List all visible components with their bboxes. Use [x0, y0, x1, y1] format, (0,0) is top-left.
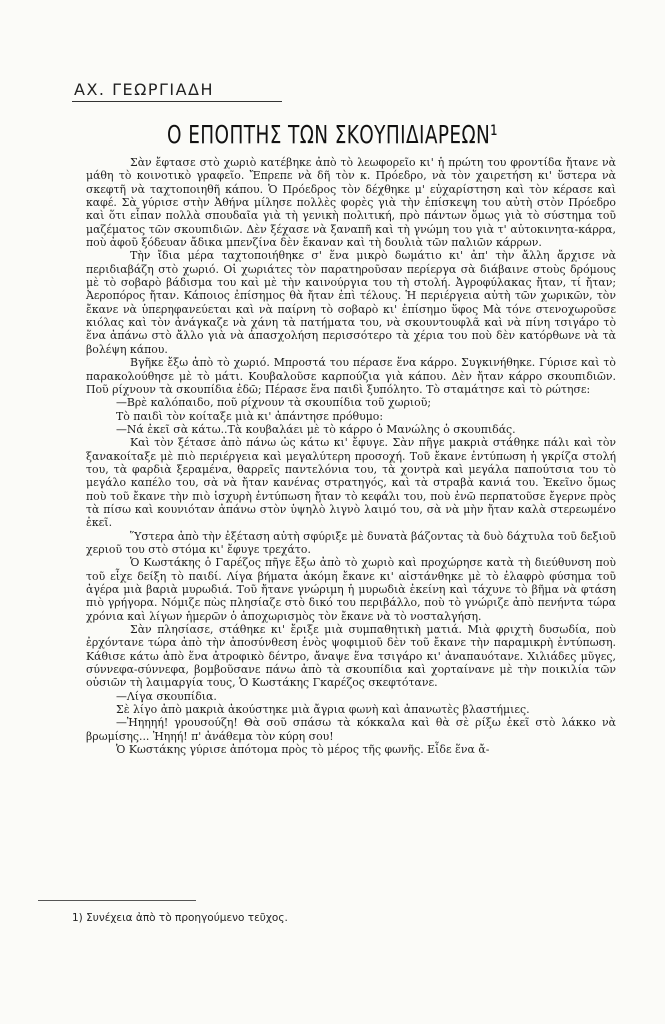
paragraph-3: Βγῆκε ἔξω ἀπὸ τὸ χωριό. Μπροστά του πέρασε ἕνα κάρρο. Συγκινήθηκε. Γύρισε καὶ τὸ παρακολούθησε μὲ τὸ μάτι. Κουβαλοῦσε καρπούζια γιὰ κάπου. Δὲν ἤταν κάρρο σκουπιδιῶν. Ποῦ ρίχνουν τὰ σκουπίδια ἐδῶ; Πέρασε ἕνα παιδὶ ξυπόλητο. Τὸ σταμάτησε καὶ τὸ ρώτησε: [86, 356, 616, 396]
author-underline [72, 101, 282, 102]
dialog-line-1: —Βρὲ καλόπαιδο, ποῦ ρίχνουν τὰ σκουπίδια τοῦ χωριοῦ; [116, 396, 431, 410]
paragraph-10: Ὁ Κωστάκης γύρισε ἀπότομα πρὸς τὸ μέρος τῆς φωνῆς. Εἶδε ἕνα ἄ- [116, 743, 490, 757]
paragraph-4: Τὸ παιδὶ τὸν κοίταξε μιὰ κι' ἀπάντησε πρόθυμο: [116, 409, 384, 423]
author-byline: ΑΧ. ΓΕΩΡΓΙΑΔΗ [74, 80, 215, 99]
paragraph-5: Καὶ τὸν ξέτασε ἀπὸ πάνω ὡς κάτω κι' ἔφυγε. Σὰν πῆγε μακριὰ στάθηκε πάλι καὶ τὸν ξανακοίταξε μὲ πιὸ περιέργεια καὶ μεγαλύτερη προσοχή. Τοῦ ἔκανε ἐντύπωση ἡ γκρίζα στολή του, τὰ φαρδιὰ ξεραμένα, θαρρεῖς παντελόνια του, τὰ χοντρὰ καὶ μεγάλα παπούτσια του τὸ μεγάλο καπέλο του, σὰ νὰ ἤταν κανένας στρατηγός, καὶ τὰ στραβὰ κανιά του. Ἐκεῖνο ὅμως ποὺ τοῦ ἔκανε τὴν πιὸ ἰσχυρὴ ἐντύπωση ἤταν τὸ κεφάλι του, ποὺ ἐνῶ περπατοῦσε ἔγερνε πρὸς τὰ πίσω καὶ κουνιόταν ἀπάνω στὸν ὑψηλὸ λιγνὸ λαιμό του, σὰ νὰ μὴν ἤταν καλὰ στερεωμένο ἐκεῖ. [86, 436, 616, 530]
paragraph-2: Τὴν ἴδια μέρα ταχτοποιήθηκε σ' ἕνα μικρὸ δωμάτιο κι' ἀπ' τὴν ἄλλη ἄρχισε νὰ περιδιαβάζη στὸ χωριό. Οἱ χωριάτες τὸν παρατηροῦσαν περίεργα σὰ διάβαινε στοὺς δρόμους μὲ τὸ σοβαρὸ βάδισμα του καὶ μὲ τὴν καινούργια του τὴ στολή. Ἀγροφύλακας ἤταν, τί ἤταν; Ἀεροπόρος ἤταν. Κάποιος ἐπίσημος θὰ ἤταν ἐπὶ τέλους. Ἡ περιέργεια αὐτὴ τῶν χωρικῶν, τὸν ἔκανε νὰ ὑπερηφανεύεται καὶ νὰ παίρνη τὸ σοβαρὸ κι' ἐπίσημο ὕφος Μὰ τόνε στενοχωροῦσε κιόλας καὶ τὸν ἀνάγκαζε νὰ χάνη τὰ πατήματα του, νὰ σκουντουφλᾶ καὶ νὰ πίνη τσιγάρο τὸ ἕνα ἀπάνω στὸ ἄλλο γιὰ νὰ ἀπασχολήση περισσότερο τὰ χέρια του ποὺ δὲν κατόρθωνε νὰ τὰ βολέψη κάπου. [86, 249, 616, 356]
paragraph-1: Σὰν ἔφτασε στὸ χωριὸ κατέβηκε ἀπὸ τὸ λεωφορεῖο κι' ἡ πρώτη του φροντίδα ἤτανε νὰ μάθη τὸ κοινοτικὸ γραφεῖο. Ἔπρεπε νὰ δῆ τὸν κ. Πρόεδρο, νὰ τὸν χαιρετήση κι' ὕστερα νὰ σκεφτῆ νὰ ταχτοποιηθῆ κάπου. Ὁ Πρόεδρος τὸν δέχθηκε μ' εὐχαρίστηση καὶ τὸν κέρασε καὶ καφέ. Σὰ γύρισε στὴν Ἀθήνα μίλησε πολλὲς φορὲς γιὰ τὴν ἐπίσκεψη του αὐτὴ στὸν Πρόεδρο καὶ ὅτι εἶπαν πολλὰ σπουδαῖα γιὰ τὴ γενικὴ πολιτική, πρὸ πάντων ὅμως γιὰ τὸ σύστημα τοῦ μαζέματος τῶν σκουπιδιῶν. Δὲν ξέχασε νὰ ξαναπῆ καὶ τὴ γνώμη του γιὰ τ' αὐτοκινητα-κάρρα, ποὺ ἀφοῦ ξόδευαν ἄδικα μπενζίνα δὲν ἔκαναν καὶ τὴ δουλιὰ τῶν παλιῶν κάρρων. [86, 156, 616, 250]
paragraph-9: Σὲ λίγο ἀπὸ μακριὰ ἀκούστηκε μιὰ ἄγρια φωνὴ καὶ ἀπανωτὲς βλαστήμιες. [116, 703, 530, 717]
footnote: 1) Συνέχεια ἀπὸ τὸ προηγούμενο τεῦχος. [72, 912, 288, 924]
article-body [86, 156, 616, 756]
paragraph-7: Ὁ Κωστάκης ὁ Γαρέζος πῆγε ἔξω ἀπὸ τὸ χωριὸ καὶ προχώρησε κατὰ τὴ διεύθυνση ποὺ τοῦ εἶχε δείξη τὸ παιδί. Λίγα βήματα ἀκόμη ἔκανε κι' αἰστάνθηκε μὲ τὸ ἐλαφρὸ φύσημα τοῦ ἀγέρα μιὰ βαριὰ μυρωδιά. Τοῦ ἤτανε γνώριμη ἡ μυρωδιὰ ἐκείνη καὶ τάχυνε τὸ βῆμα νὰ φτάση πιὸ γρήγορα. Νόμιζε πὼς πλησίαζε στὸ δικό του περιβάλλο, ποὺ τὸ γνώριζε ἀπὸ πενήντα τώρα χρόνια καὶ λίγων ἡμερῶν ὁ ἀποχωρισμὸς τὸν ἔκανε νὰ τὸ νοσταλγήση. [86, 556, 616, 623]
dialog-line-3: —Λίγα σκουπίδια. [116, 689, 217, 703]
dialog-line-2: —Νά ἐκεῖ σὰ κάτω..Τὰ κουβαλάει μὲ τὸ κάρρο ὁ Μανώλης ὁ σκουπιδάς. [116, 422, 516, 436]
paragraph-8: Σὰν πλησίασε, στάθηκε κι' ἔριξε μιὰ συμπαθητικὴ ματιά. Μιὰ φριχτὴ δυσωδία, ποὺ ἐρχόντανε τώρα ἀπὸ τὴν ἀποσύνθεση ἑνὸς ψοφιμιοῦ δὲν τοῦ ἔκανε τὴν παραμικρὴ ἐντύπωση. Κάθισε κάτω ἀπὸ ἕνα ἀτροφικὸ δέντρο, ἄναψε ἕνα τσιγάρο κι' ἀναπαυότανε. Χιλιάδες μῦγες, σύννεφα-σύννεφα, βομβοῦσανε πάνω ἀπὸ τὰ σκουπίδια καὶ χορταίνανε μὲ τὴν ποικιλία τῶν οὐσιῶν τὴ λαιμαργία τους, Ὁ Κωστάκης Γκαρέζος σκεφτότανε. [86, 623, 616, 690]
dialog-line-4: —Ἠηηηή! γρουσούζη! Θὰ σοῦ σπάσω τὰ κόκκαλα καὶ θὰ σὲ ρίξω ἐκεῖ στὸ λάκκο νὰ βρωμίσης... Ἠηηή! π' ἀνάθεμα τὸν κύρη σου! [86, 716, 616, 743]
footnote-divider [38, 900, 196, 901]
paragraph-6: Ὕστερα ἀπὸ τὴν ἐξέταση αὐτὴ σφύριξε μὲ δυνατὰ βάζοντας τὰ δυὸ δάχτυλα τοῦ δεξιοῦ χεριοῦ του στὸ στόμα κι' ἔφυγε τρεχάτο. [86, 529, 616, 556]
article-title: Ο ΕΠΟΠΤΗΣ ΤΩΝ ΣΚΟΥΠΙΔΙΑΡΕΩΝ¹ [167, 120, 498, 149]
